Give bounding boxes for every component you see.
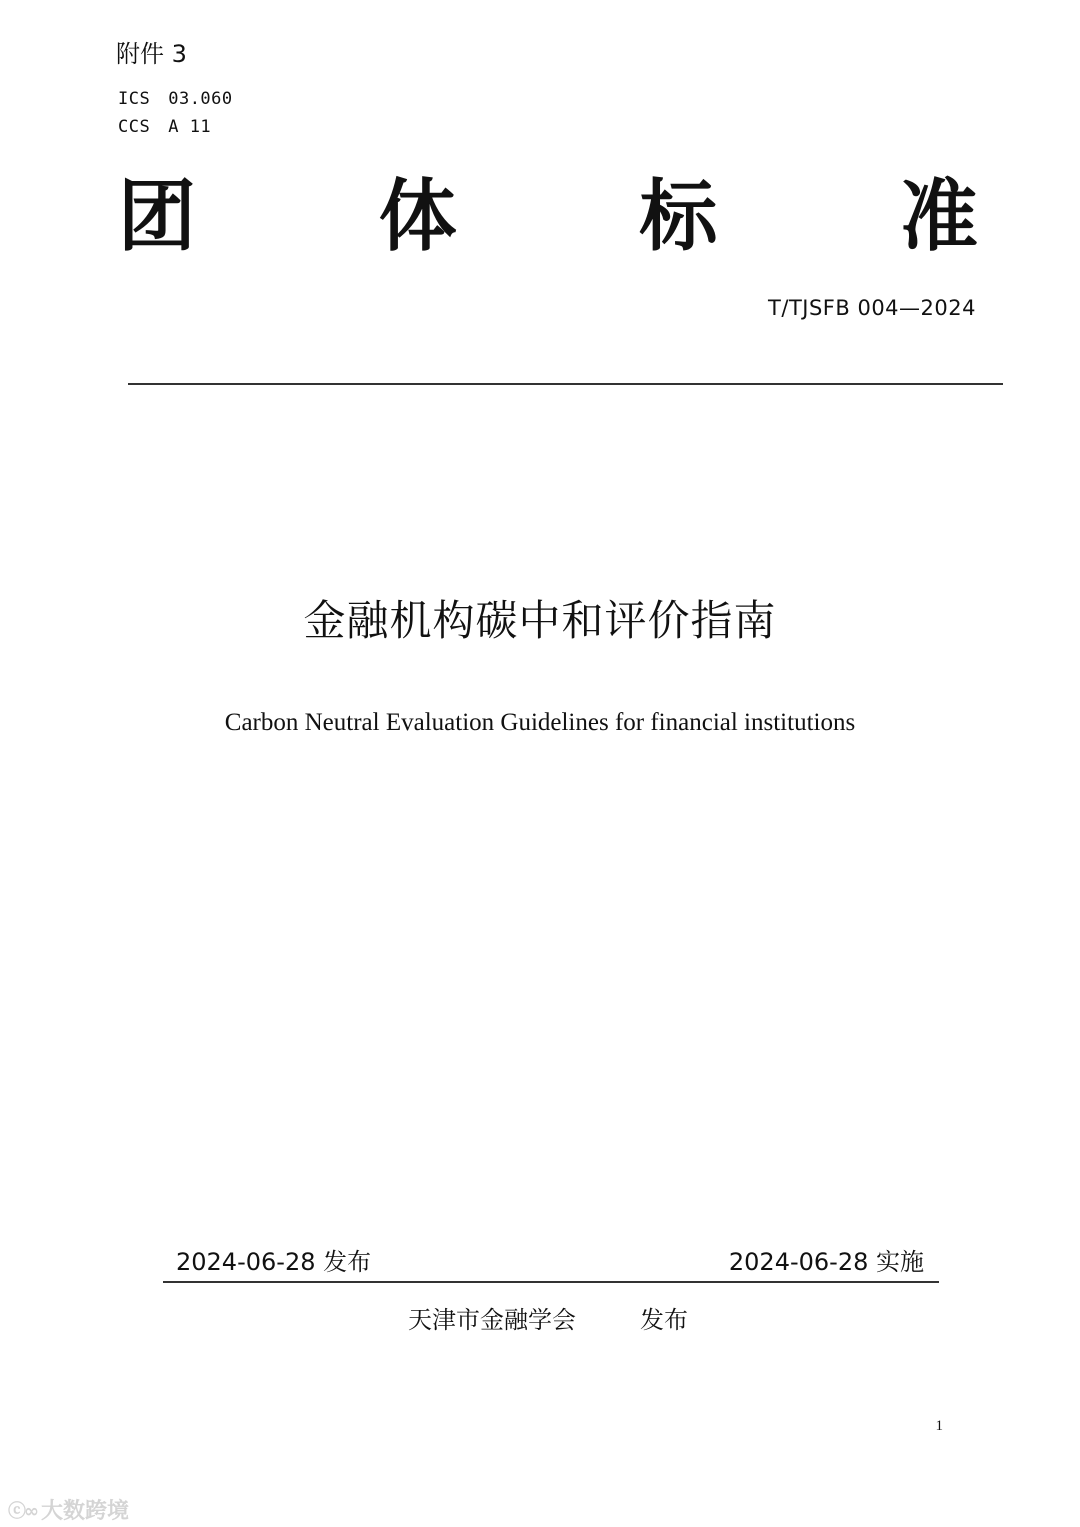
bottom-divider [163, 1281, 939, 1283]
publisher-name: 天津市金融学会 [408, 1306, 576, 1334]
ccs-label: CCS [118, 117, 151, 137]
watermark [8, 1494, 129, 1525]
publisher-action: 发布 [640, 1306, 688, 1334]
standard-number: T/TJSFB 004—2024 [768, 296, 976, 320]
implement-date: 2024-06-28 实施 [728, 1248, 924, 1276]
attachment-label: 附件 3 [116, 40, 187, 68]
top-divider [128, 383, 1003, 385]
standard-type-char: 团 [118, 172, 197, 262]
standard-type-char: 准 [899, 172, 978, 262]
standard-type-char: 标 [639, 172, 718, 262]
ics-label: ICS [118, 89, 151, 109]
publisher-line [408, 1300, 688, 1335]
watermark-logo-icon: ⓒ∞ [8, 1500, 37, 1522]
document-title-zh: 金融机构碳中和评价指南 [303, 596, 777, 645]
page-number: 1 [935, 1418, 943, 1434]
ccs-line [118, 117, 211, 137]
ccs-value: A 11 [168, 117, 212, 137]
ics-line [118, 89, 233, 109]
publish-date: 2024-06-28 发布 [176, 1248, 372, 1276]
ics-value: 03.060 [168, 89, 233, 109]
watermark-text: 大数跨境 [41, 1499, 130, 1524]
document-title-en: Carbon Neutral Evaluation Guidelines for financial institutions [224, 709, 856, 736]
standard-type-heading [118, 172, 978, 262]
standard-type-char: 体 [378, 172, 457, 262]
